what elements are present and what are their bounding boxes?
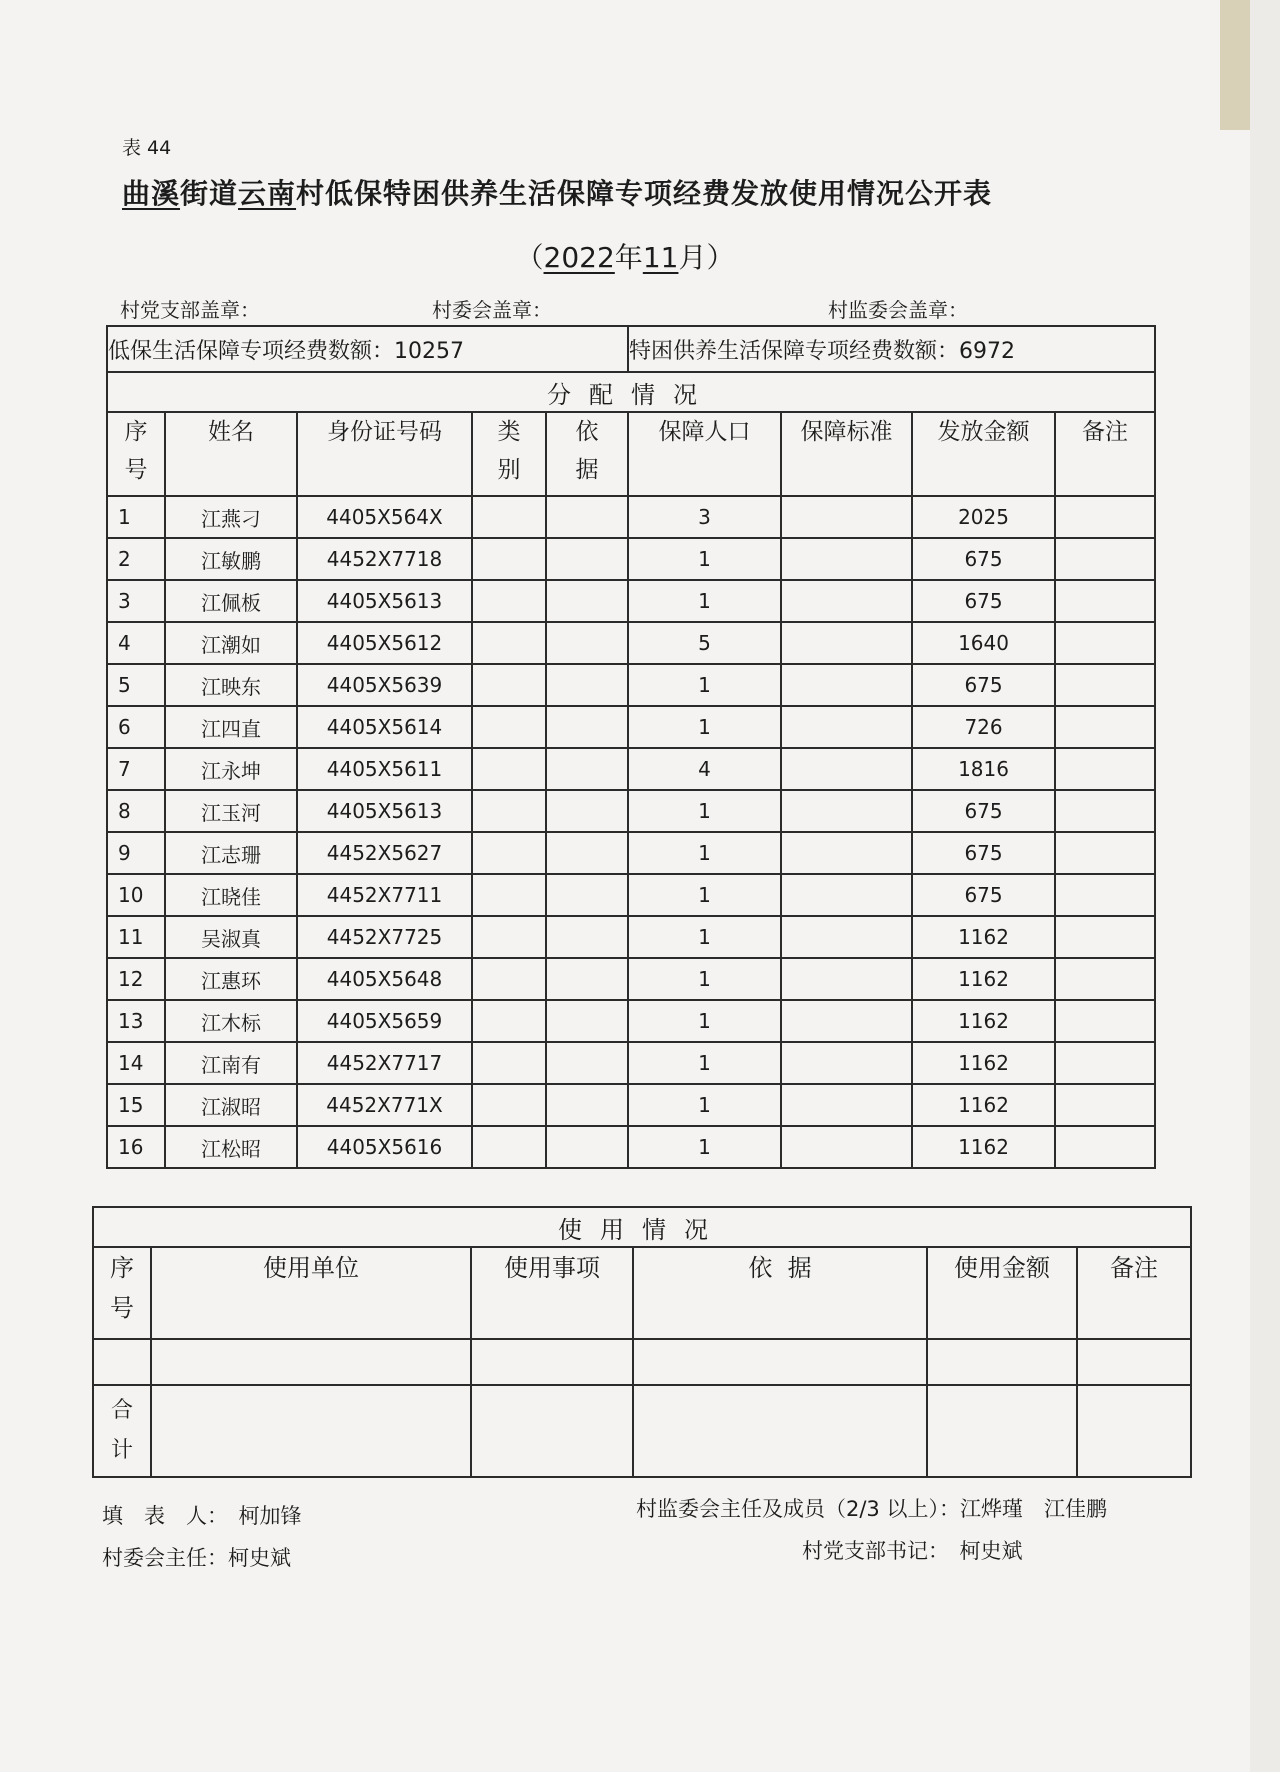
row-amount: 1162 <box>912 1042 1055 1084</box>
header-remark: 备注 <box>1055 412 1155 496</box>
usage-header-no <box>93 1247 151 1339</box>
header-category-1: 类 <box>497 419 521 445</box>
row-basis <box>546 664 628 706</box>
row-category <box>472 874 546 916</box>
usage-header-no-2: 号 <box>110 1294 134 1322</box>
usage-section-title: 使用情况 <box>93 1207 1191 1247</box>
row-name: 江松昭 <box>165 1126 297 1168</box>
row-category <box>472 1042 546 1084</box>
usage-header-item: 使用事项 <box>471 1247 633 1339</box>
row-remark <box>1055 1084 1155 1126</box>
distribution-table <box>106 325 1156 1169</box>
header-standard: 保障标准 <box>781 412 912 496</box>
row-amount: 1640 <box>912 622 1055 664</box>
empty-cell <box>1077 1339 1191 1385</box>
total-label-2: 计 <box>110 1438 133 1463</box>
period-close: ） <box>706 241 735 274</box>
row-name: 江永坤 <box>165 748 297 790</box>
period-open: （ <box>515 241 544 274</box>
row-standard <box>781 790 912 832</box>
row-amount: 1162 <box>912 1126 1055 1168</box>
table-row <box>107 664 1155 706</box>
row-standard <box>781 832 912 874</box>
row-name: 吴淑真 <box>165 916 297 958</box>
row-name: 江燕刁 <box>165 496 297 538</box>
empty-cell <box>927 1385 1077 1477</box>
row-amount: 1162 <box>912 958 1055 1000</box>
row-population: 1 <box>628 832 781 874</box>
row-number: 9 <box>107 832 165 874</box>
row-id-number: 4452X7717 <box>297 1042 472 1084</box>
table-row <box>107 538 1155 580</box>
usage-header-basis: 依 据 <box>633 1247 927 1339</box>
empty-cell <box>151 1339 471 1385</box>
header-basis <box>546 412 628 496</box>
row-amount: 675 <box>912 538 1055 580</box>
empty-cell <box>471 1339 633 1385</box>
usage-header-no-1: 序 <box>110 1254 134 1282</box>
row-number: 16 <box>107 1126 165 1168</box>
row-remark <box>1055 958 1155 1000</box>
table-row <box>107 748 1155 790</box>
tekun-budget: 特困供养生活保障专项经费数额：6972 <box>628 326 1155 372</box>
row-basis <box>546 958 628 1000</box>
row-number: 5 <box>107 664 165 706</box>
row-basis <box>546 1126 628 1168</box>
row-basis <box>546 706 628 748</box>
usage-table <box>92 1206 1192 1478</box>
row-basis <box>546 496 628 538</box>
total-label-1: 合 <box>110 1398 133 1423</box>
row-category <box>472 622 546 664</box>
row-number: 14 <box>107 1042 165 1084</box>
form-filler: 填 表 人： 柯加锋 <box>102 1504 302 1528</box>
row-number: 15 <box>107 1084 165 1126</box>
row-number: 8 <box>107 790 165 832</box>
row-amount: 675 <box>912 874 1055 916</box>
dibao-budget: 低保生活保障专项经费数额：10257 <box>107 326 628 372</box>
row-amount: 726 <box>912 706 1055 748</box>
row-standard <box>781 958 912 1000</box>
header-no <box>107 412 165 496</box>
table-row <box>107 1042 1155 1084</box>
header-basis-1: 依 <box>575 419 599 445</box>
usage-section-row <box>93 1207 1191 1247</box>
row-remark <box>1055 1126 1155 1168</box>
row-name: 江晓佳 <box>165 874 297 916</box>
table-row <box>107 496 1155 538</box>
row-basis <box>546 538 628 580</box>
supervision-committee-seal-label: 村监委会盖章： <box>828 298 968 322</box>
header-no-1: 序 <box>124 419 148 445</box>
row-standard <box>781 1126 912 1168</box>
row-name: 江南有 <box>165 1042 297 1084</box>
row-number: 7 <box>107 748 165 790</box>
row-name: 江志珊 <box>165 832 297 874</box>
row-id-number: 4452X771X <box>297 1084 472 1126</box>
usage-empty-row <box>93 1339 1191 1385</box>
row-name: 江潮如 <box>165 622 297 664</box>
usage-header-unit: 使用单位 <box>151 1247 471 1339</box>
row-name: 江敏鹏 <box>165 538 297 580</box>
row-id-number: 4452X5627 <box>297 832 472 874</box>
table-number: 表 44 <box>122 137 172 159</box>
row-id-number: 4405X5613 <box>297 790 472 832</box>
empty-cell <box>471 1385 633 1477</box>
document-title <box>122 172 992 212</box>
row-id-number: 4405X5616 <box>297 1126 472 1168</box>
row-id-number: 4452X7725 <box>297 916 472 958</box>
row-amount: 675 <box>912 664 1055 706</box>
usage-header-row <box>93 1247 1191 1339</box>
row-basis <box>546 748 628 790</box>
table-row <box>107 916 1155 958</box>
row-name: 江映东 <box>165 664 297 706</box>
row-remark <box>1055 496 1155 538</box>
row-number: 11 <box>107 916 165 958</box>
header-basis-2: 据 <box>575 457 599 483</box>
row-basis <box>546 916 628 958</box>
page-edge-shadow <box>1220 0 1250 130</box>
distribution-section-title: 分配情况 <box>107 372 1155 412</box>
row-name: 江木标 <box>165 1000 297 1042</box>
row-population: 3 <box>628 496 781 538</box>
row-population: 1 <box>628 916 781 958</box>
distribution-section-row <box>107 372 1155 412</box>
row-id-number: 4405X5648 <box>297 958 472 1000</box>
row-remark <box>1055 664 1155 706</box>
supervision-members: 村监委会主任及成员（2/3 以上）：江烨瑾 江佳鹏 <box>636 1497 1107 1521</box>
empty-cell <box>633 1339 927 1385</box>
row-remark <box>1055 580 1155 622</box>
row-id-number: 4405X5614 <box>297 706 472 748</box>
row-population: 1 <box>628 706 781 748</box>
row-category <box>472 790 546 832</box>
header-category <box>472 412 546 496</box>
title-place-1: 曲溪 <box>122 177 181 210</box>
row-standard <box>781 664 912 706</box>
empty-cell <box>927 1339 1077 1385</box>
row-amount: 675 <box>912 790 1055 832</box>
row-name: 江惠环 <box>165 958 297 1000</box>
row-standard <box>781 1084 912 1126</box>
row-remark <box>1055 538 1155 580</box>
table-row <box>107 580 1155 622</box>
row-amount: 1162 <box>912 916 1055 958</box>
row-category <box>472 580 546 622</box>
empty-cell <box>151 1385 471 1477</box>
period-year: 2022 <box>543 241 615 274</box>
row-number: 13 <box>107 1000 165 1042</box>
row-number: 6 <box>107 706 165 748</box>
title-mid: 街道 <box>180 177 239 210</box>
row-id-number: 4452X7711 <box>297 874 472 916</box>
row-remark <box>1055 748 1155 790</box>
empty-cell <box>93 1339 151 1385</box>
row-amount: 1162 <box>912 1000 1055 1042</box>
row-population: 1 <box>628 790 781 832</box>
party-secretary: 村党支部书记： 柯史斌 <box>802 1539 1023 1563</box>
row-name: 江淑昭 <box>165 1084 297 1126</box>
row-name: 江玉河 <box>165 790 297 832</box>
row-number: 2 <box>107 538 165 580</box>
header-name: 姓名 <box>165 412 297 496</box>
row-population: 1 <box>628 580 781 622</box>
row-population: 1 <box>628 1000 781 1042</box>
row-category <box>472 1084 546 1126</box>
row-id-number: 4452X7718 <box>297 538 472 580</box>
row-category <box>472 1126 546 1168</box>
row-category <box>472 748 546 790</box>
row-remark <box>1055 916 1155 958</box>
row-remark <box>1055 874 1155 916</box>
distribution-header-row <box>107 412 1155 496</box>
table-row <box>107 790 1155 832</box>
header-no-2: 号 <box>124 457 148 483</box>
row-standard <box>781 538 912 580</box>
period-month-unit: 月 <box>678 241 707 274</box>
usage-header-remark: 备注 <box>1077 1247 1191 1339</box>
table-row <box>107 706 1155 748</box>
row-category <box>472 706 546 748</box>
row-remark <box>1055 622 1155 664</box>
row-number: 1 <box>107 496 165 538</box>
period-month: 11 <box>642 241 679 274</box>
row-category <box>472 664 546 706</box>
row-id-number: 4405X5613 <box>297 580 472 622</box>
empty-cell <box>1077 1385 1191 1477</box>
row-basis <box>546 1042 628 1084</box>
row-id-number: 4405X5639 <box>297 664 472 706</box>
row-standard <box>781 1042 912 1084</box>
title-rest: 村低保特困供养生活保障专项经费发放使用情况公开表 <box>296 177 993 210</box>
total-label <box>93 1385 151 1477</box>
table-row <box>107 958 1155 1000</box>
row-id-number: 4405X564X <box>297 496 472 538</box>
title-place-2: 云南 <box>238 177 297 210</box>
row-standard <box>781 580 912 622</box>
row-number: 12 <box>107 958 165 1000</box>
table-row <box>107 1084 1155 1126</box>
row-remark <box>1055 706 1155 748</box>
row-standard <box>781 916 912 958</box>
row-category <box>472 538 546 580</box>
row-population: 1 <box>628 664 781 706</box>
row-standard <box>781 1000 912 1042</box>
row-basis <box>546 580 628 622</box>
table-row <box>107 622 1155 664</box>
header-amount: 发放金额 <box>912 412 1055 496</box>
row-population: 4 <box>628 748 781 790</box>
row-name: 江佩板 <box>165 580 297 622</box>
row-basis <box>546 790 628 832</box>
period <box>0 236 1250 276</box>
row-population: 1 <box>628 958 781 1000</box>
row-population: 1 <box>628 1126 781 1168</box>
row-number: 3 <box>107 580 165 622</box>
row-category <box>472 916 546 958</box>
row-remark <box>1055 832 1155 874</box>
row-id-number: 4405X5612 <box>297 622 472 664</box>
row-id-number: 4405X5611 <box>297 748 472 790</box>
row-name: 江四直 <box>165 706 297 748</box>
row-population: 1 <box>628 538 781 580</box>
row-standard <box>781 874 912 916</box>
header-population: 保障人口 <box>628 412 781 496</box>
row-amount: 675 <box>912 832 1055 874</box>
row-remark <box>1055 790 1155 832</box>
row-basis <box>546 622 628 664</box>
row-number: 10 <box>107 874 165 916</box>
distribution-rows <box>107 496 1155 1168</box>
row-population: 1 <box>628 1084 781 1126</box>
row-population: 1 <box>628 1042 781 1084</box>
row-basis <box>546 874 628 916</box>
row-amount: 2025 <box>912 496 1055 538</box>
row-basis <box>546 1084 628 1126</box>
row-amount: 1816 <box>912 748 1055 790</box>
header-category-2: 别 <box>497 457 521 483</box>
row-id-number: 4405X5659 <box>297 1000 472 1042</box>
row-number: 4 <box>107 622 165 664</box>
budget-row <box>107 326 1155 372</box>
row-amount: 1162 <box>912 1084 1055 1126</box>
row-population: 1 <box>628 874 781 916</box>
table-row <box>107 1126 1155 1168</box>
row-category <box>472 832 546 874</box>
table-row <box>107 1000 1155 1042</box>
row-category <box>472 958 546 1000</box>
empty-cell <box>633 1385 927 1477</box>
row-standard <box>781 496 912 538</box>
row-basis <box>546 1000 628 1042</box>
committee-director: 村委会主任：柯史斌 <box>102 1546 291 1570</box>
row-category <box>472 496 546 538</box>
row-category <box>472 1000 546 1042</box>
village-committee-seal-label: 村委会盖章： <box>432 298 552 322</box>
row-remark <box>1055 1042 1155 1084</box>
usage-header-amount: 使用金额 <box>927 1247 1077 1339</box>
row-population: 5 <box>628 622 781 664</box>
row-remark <box>1055 1000 1155 1042</box>
usage-total-row <box>93 1385 1191 1477</box>
table-row <box>107 832 1155 874</box>
row-basis <box>546 832 628 874</box>
party-branch-seal-label: 村党支部盖章： <box>120 298 260 322</box>
period-year-unit: 年 <box>614 241 643 274</box>
row-amount: 675 <box>912 580 1055 622</box>
header-id: 身份证号码 <box>297 412 472 496</box>
row-standard <box>781 706 912 748</box>
row-standard <box>781 748 912 790</box>
table-row <box>107 874 1155 916</box>
row-standard <box>781 622 912 664</box>
